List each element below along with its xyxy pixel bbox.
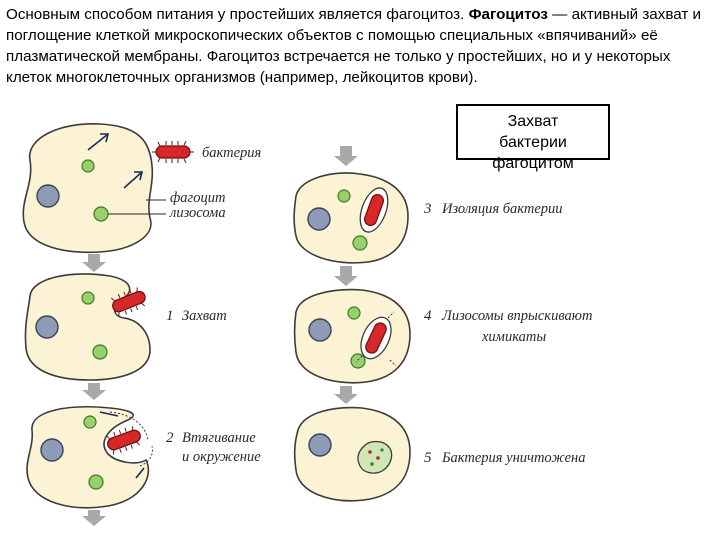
down-arrow-icon	[82, 383, 106, 400]
down-arrow-icon	[82, 510, 106, 526]
intro-term: Фагоцитоз	[468, 6, 548, 23]
lysosome	[93, 345, 107, 359]
nucleus	[37, 185, 59, 207]
step-5-label: Бактерия уничтожена	[442, 450, 586, 466]
debris-dot	[380, 448, 383, 451]
lysosome	[84, 416, 96, 428]
callout-line-3: фагоцитом	[492, 155, 574, 172]
legend-bacterium-icon	[152, 141, 194, 163]
down-arrow-icon	[82, 254, 106, 272]
nucleus	[309, 434, 331, 456]
legend-lysosome-label: лизосома	[170, 205, 226, 221]
lysosome	[82, 160, 94, 172]
step-5-number: 5	[424, 450, 432, 466]
down-arrow-icon	[334, 386, 358, 404]
legend-bacterium-label: бактерия	[202, 145, 262, 161]
step-2-label-line2: и окружение	[182, 449, 261, 465]
step-3-number: 3	[424, 201, 432, 217]
cell-step-1	[25, 274, 150, 380]
debris-dot	[370, 462, 374, 466]
step-1-label: Захват	[182, 308, 227, 324]
phagocyte-body	[295, 408, 410, 501]
step-2-label-line1: Втягивание	[182, 430, 256, 446]
nucleus	[309, 319, 331, 341]
lysosome	[94, 207, 108, 221]
step-3-label: Изоляция бактерии	[442, 201, 563, 217]
cell-step-3	[294, 173, 408, 263]
step-4-number: 4	[424, 308, 432, 324]
step-2-number: 2	[166, 430, 174, 446]
callout-line-1: Захват	[507, 113, 559, 130]
intro-text-part2: — активный захват и поглощение клеткой микроскопических объектов с помощью специальных «впячиваний» её плазматической мембраны. Фагоцитоз встречается не только у простейших, но и у некоторых клеток многоклеточных организмов (например, лейкоцитов крови).	[6, 6, 702, 86]
debris-dot	[376, 456, 380, 460]
lysosome	[353, 236, 367, 250]
nucleus	[41, 439, 63, 461]
cell-step-5	[295, 408, 410, 501]
debris-dot	[368, 450, 372, 454]
lysosome	[338, 190, 350, 202]
step-1-number: 1	[166, 308, 174, 324]
down-arrow-icon	[334, 146, 358, 166]
lysosome	[89, 475, 103, 489]
lysosome	[82, 292, 94, 304]
nucleus	[36, 316, 58, 338]
down-arrow-icon	[334, 266, 358, 286]
cell-step-2	[27, 407, 152, 508]
nucleus	[308, 208, 330, 230]
cell-step-4	[295, 290, 411, 383]
cell-initial	[23, 124, 261, 252]
intro-text-part1: Основным способом питания у простейших является фагоцитоз.	[6, 6, 469, 23]
step-4-label-line1: Лизосомы впрыскивают	[442, 308, 593, 324]
lysosome	[351, 354, 365, 368]
callout-line-2: бактерии	[499, 134, 567, 151]
legend-phagocyte-label: фагоцит	[170, 190, 226, 206]
lysosome	[348, 307, 360, 319]
step-4-label-line2: химикаты	[482, 329, 547, 345]
